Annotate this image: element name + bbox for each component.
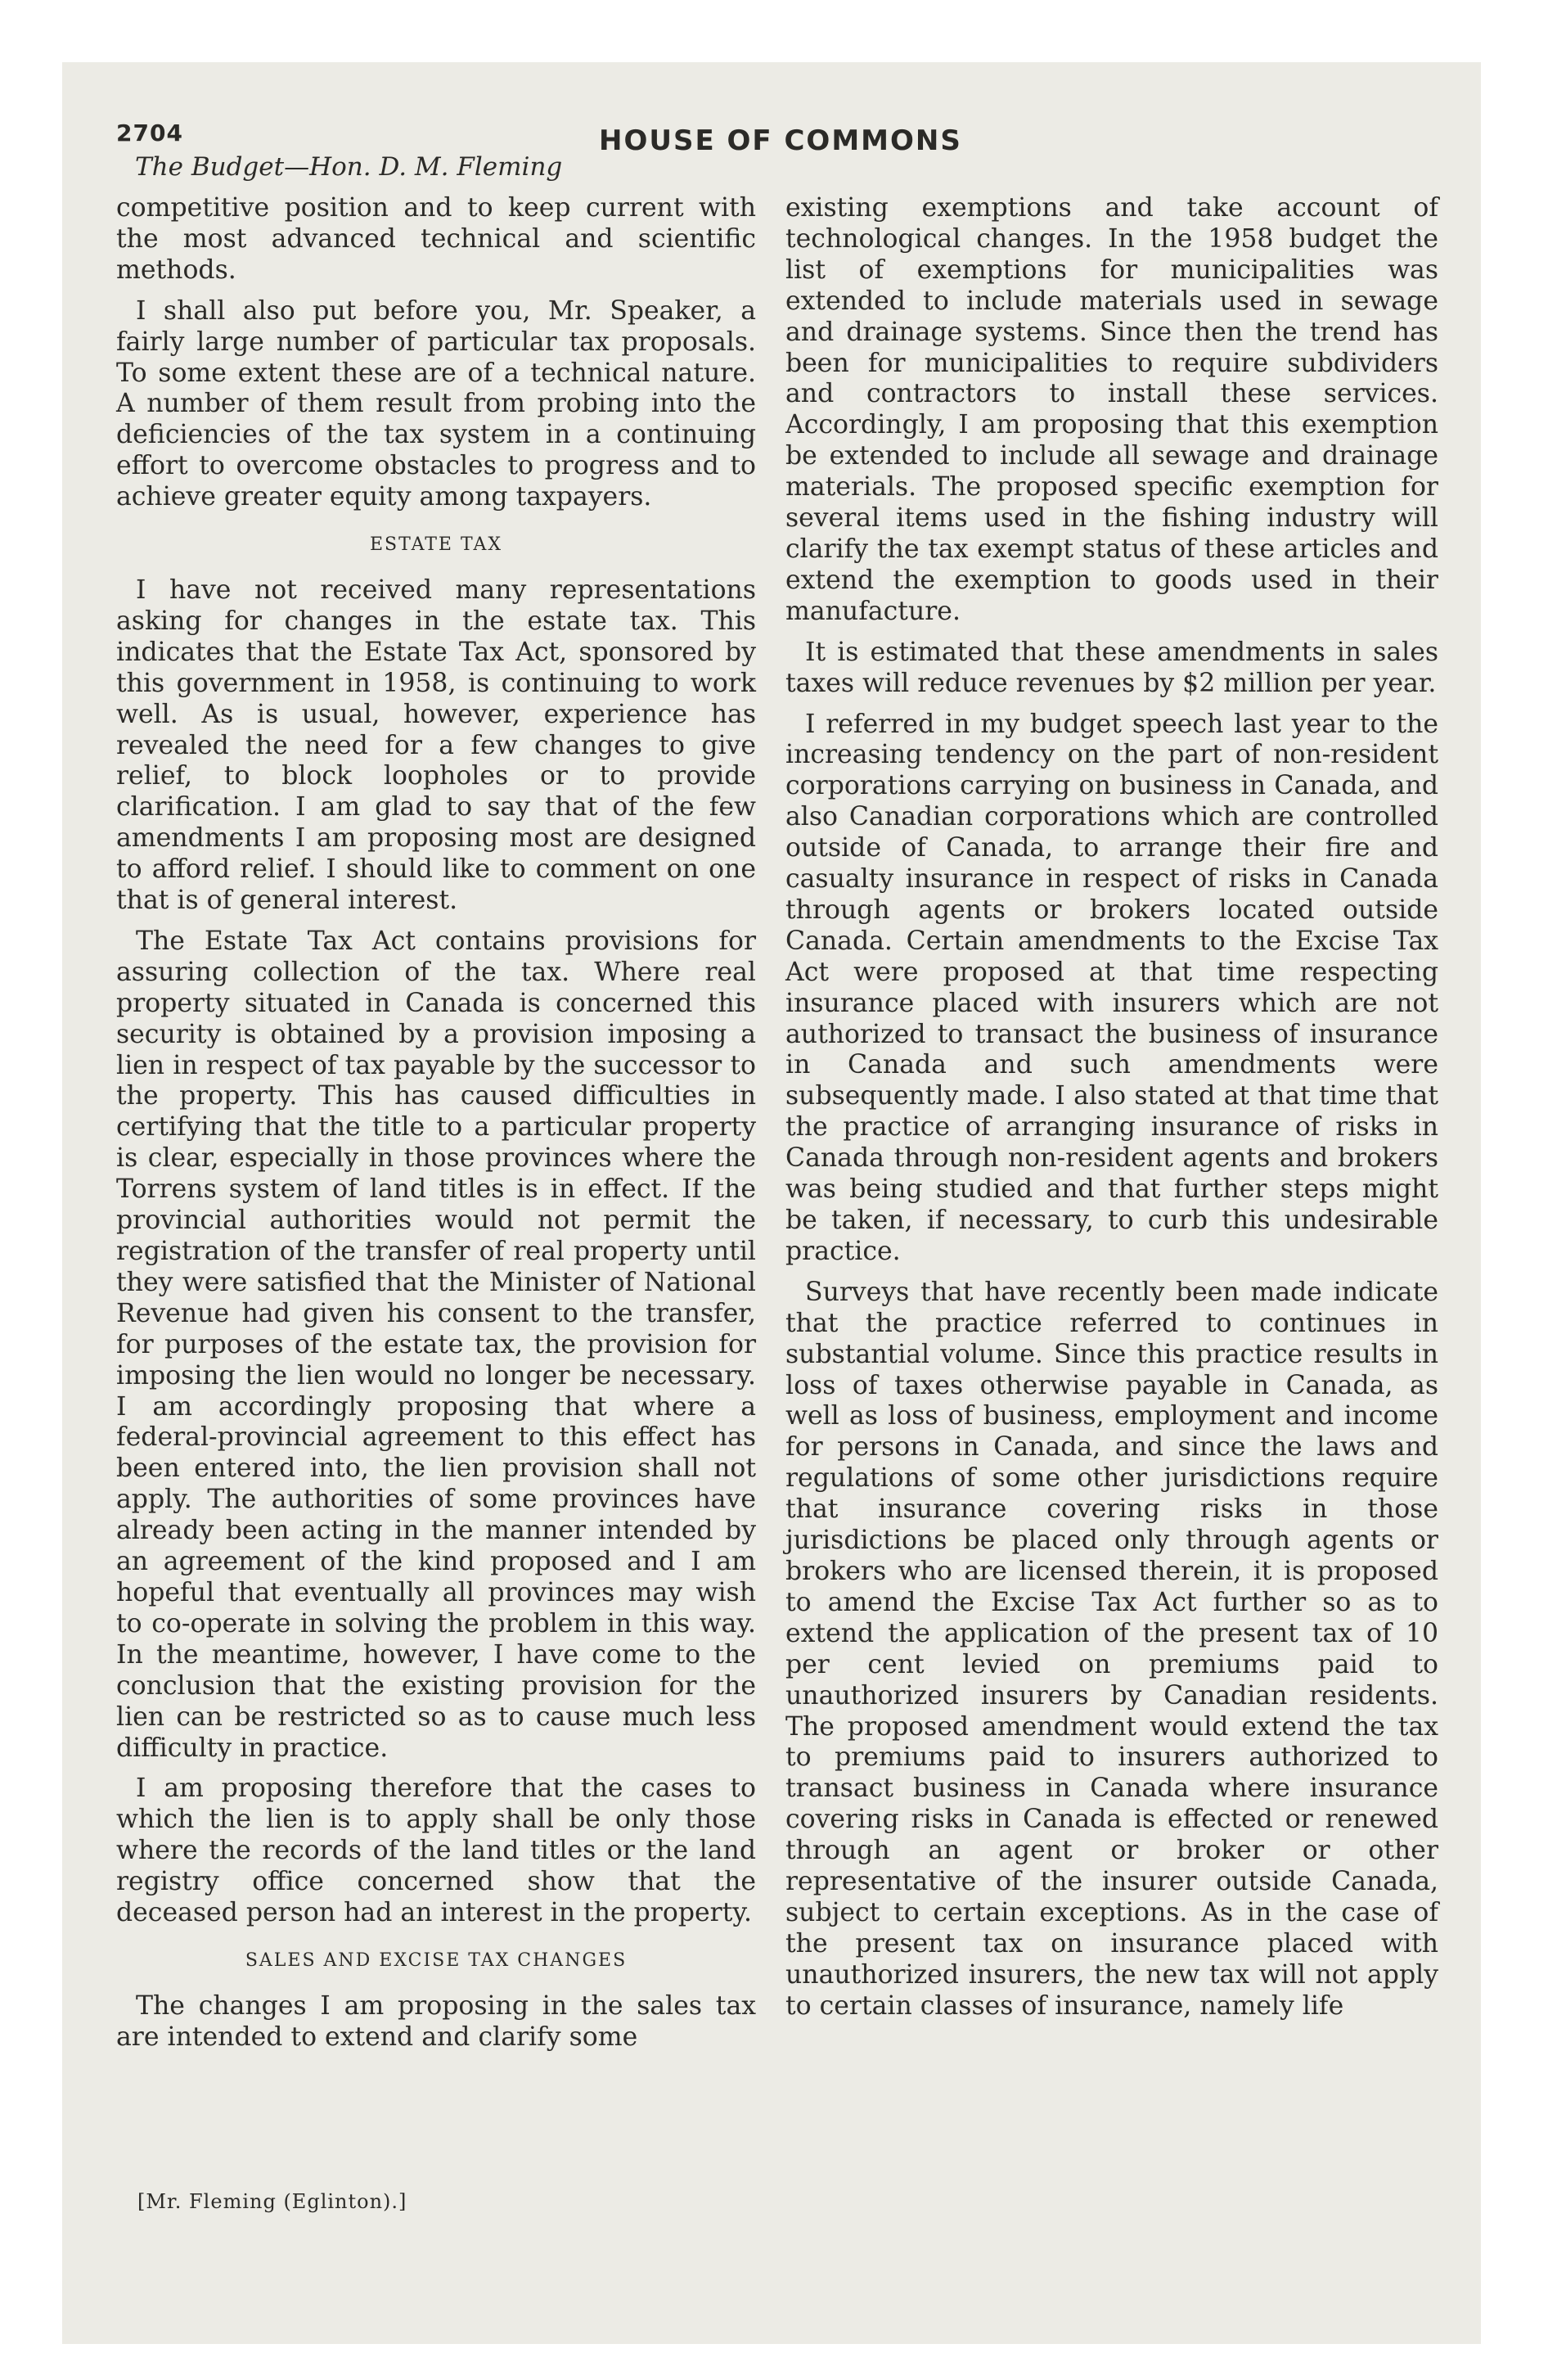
- paragraph: It is estimated that these amendments in sales taxes will reduce revenues by $2 million per year.: [785, 637, 1438, 698]
- paragraph: competitive position and to keep current with the most advanced technical and scientific methods.: [116, 193, 756, 285]
- paragraph: I shall also put before you, Mr. Speaker, a fairly large number of particular tax proposals. To some extent these are of a technical nature. A number of them result from probing into the deficiencies of the tax system in a continuing effort to overcome obstacles to progress and to achieve greater equity among taxpayers.: [116, 295, 756, 512]
- right-column: [785, 193, 1438, 2032]
- left-column: [116, 193, 756, 2063]
- paragraph: I referred in my budget speech last year to the increasing tendency on the part of non-resident corporations carrying on business in Canada, and also Canadian corporations which are controlled outside of Canada, to arrange their fire and casualty insurance in respect of risks in Canada through agents or brokers located outside Canada. Certain amendments to the Excise Tax Act were proposed at that time respecting insurance placed with insurers which are not authorized to transact the business of insurance in Canada and such amendments were subsequently made. I also stated at that time that the practice of arranging insurance of risks in Canada through non-resident agents and brokers was being studied and that further steps might be taken, if necessary, to curb this undesirable practice.: [785, 709, 1438, 1266]
- running-title: HOUSE OF COMMONS: [599, 124, 962, 157]
- section-heading-estate-tax: ESTATE TAX: [369, 534, 503, 556]
- paragraph: The Estate Tax Act contains provisions for assuring collection of the tax. Where real property situated in Canada is concerned this security is obtained by a provision imposing a lien in respect of tax payable by the successor to the property. This has caused difficulties in certifying that the title to a particular property is clear, especially in those provinces where the Torrens system of land titles is in effect. If the provincial authorities would not permit the registration of the transfer of real property until they were satisfied that the Minister of National Revenue had given his consent to the transfer, for purposes of the estate tax, the provision for imposing the lien would no longer be necessary. I am accordingly proposing that where a federal-provincial agreement to this effect has been entered into, the lien provision shall not apply. The authorities of some provinces have already been acting in the manner intended by an agreement of the kind proposed and I am hopeful that eventually all provinces may wish to co-operate in solving the problem in this way. In the meantime, however, I have come to the conclusion that the existing provision for the lien can be restricted so as to cause much less difficulty in practice.: [116, 926, 756, 1763]
- paragraph: I have not received many representations asking for changes in the estate tax. This indicates that the Estate Tax Act, sponsored by this government in 1958, is continuing to work well. As is usual, however, experience has revealed the need for a few changes to give relief, to block loopholes or to provide clarification. I am glad to say that of the few amendments I am proposing most are designed to afford relief. I should like to comment on one that is of general interest.: [116, 575, 756, 916]
- page-number: 2704: [116, 119, 183, 146]
- paragraph: existing exemptions and take account of technological changes. In the 1958 budget the list of exemptions for municipalities was extended to include materials used in sewage and drainage systems. Since then the trend has been for municipalities to require subdividers and contractors to install these services. Accordingly, I am proposing that this exemption be extended to include all sewage and drainage materials. The proposed specific exemption for several items used in the fishing industry will clarify the tax exempt status of these articles and extend the exemption to goods used in their manufacture.: [785, 193, 1438, 626]
- speaker-attribution: [Mr. Fleming (Eglinton).]: [137, 2190, 407, 2213]
- section-heading-sales-excise: SALES AND EXCISE TAX CHANGES: [245, 1950, 628, 1971]
- debate-subhead: The Budget—Hon. D. M. Fleming: [135, 152, 563, 182]
- paragraph: I am proposing therefore that the cases to which the lien is to apply shall be only those where the records of the land titles or the land registry office concerned show that the deceased person had an interest in the property.: [116, 1774, 756, 1928]
- paragraph: The changes I am proposing in the sales tax are intended to extend and clarify some: [116, 1990, 756, 2052]
- paragraph: Surveys that have recently been made indicate that the practice referred to continues in substantial volume. Since this practice results in loss of taxes otherwise payable in Canada, as well as loss of business, employment and income for persons in Canada, and since the laws and regulations of some other jurisdictions require that insurance covering risks in those jurisdictions be placed only through agents or brokers who are licensed therein, it is proposed to amend the Excise Tax Act further so as to extend the application of the present tax of 10 per cent levied on premiums paid to unauthorized insurers by Canadian residents. The proposed amendment would extend the tax to premiums paid to insurers authorized to transact business in Canada where insurance covering risks in Canada is effected or renewed through an agent or broker or other representative of the insurer outside Canada, subject to certain exceptions. As in the case of the present tax on insurance placed with unauthorized insurers, the new tax will not apply to certain classes of insurance, namely life: [785, 1277, 1438, 2021]
